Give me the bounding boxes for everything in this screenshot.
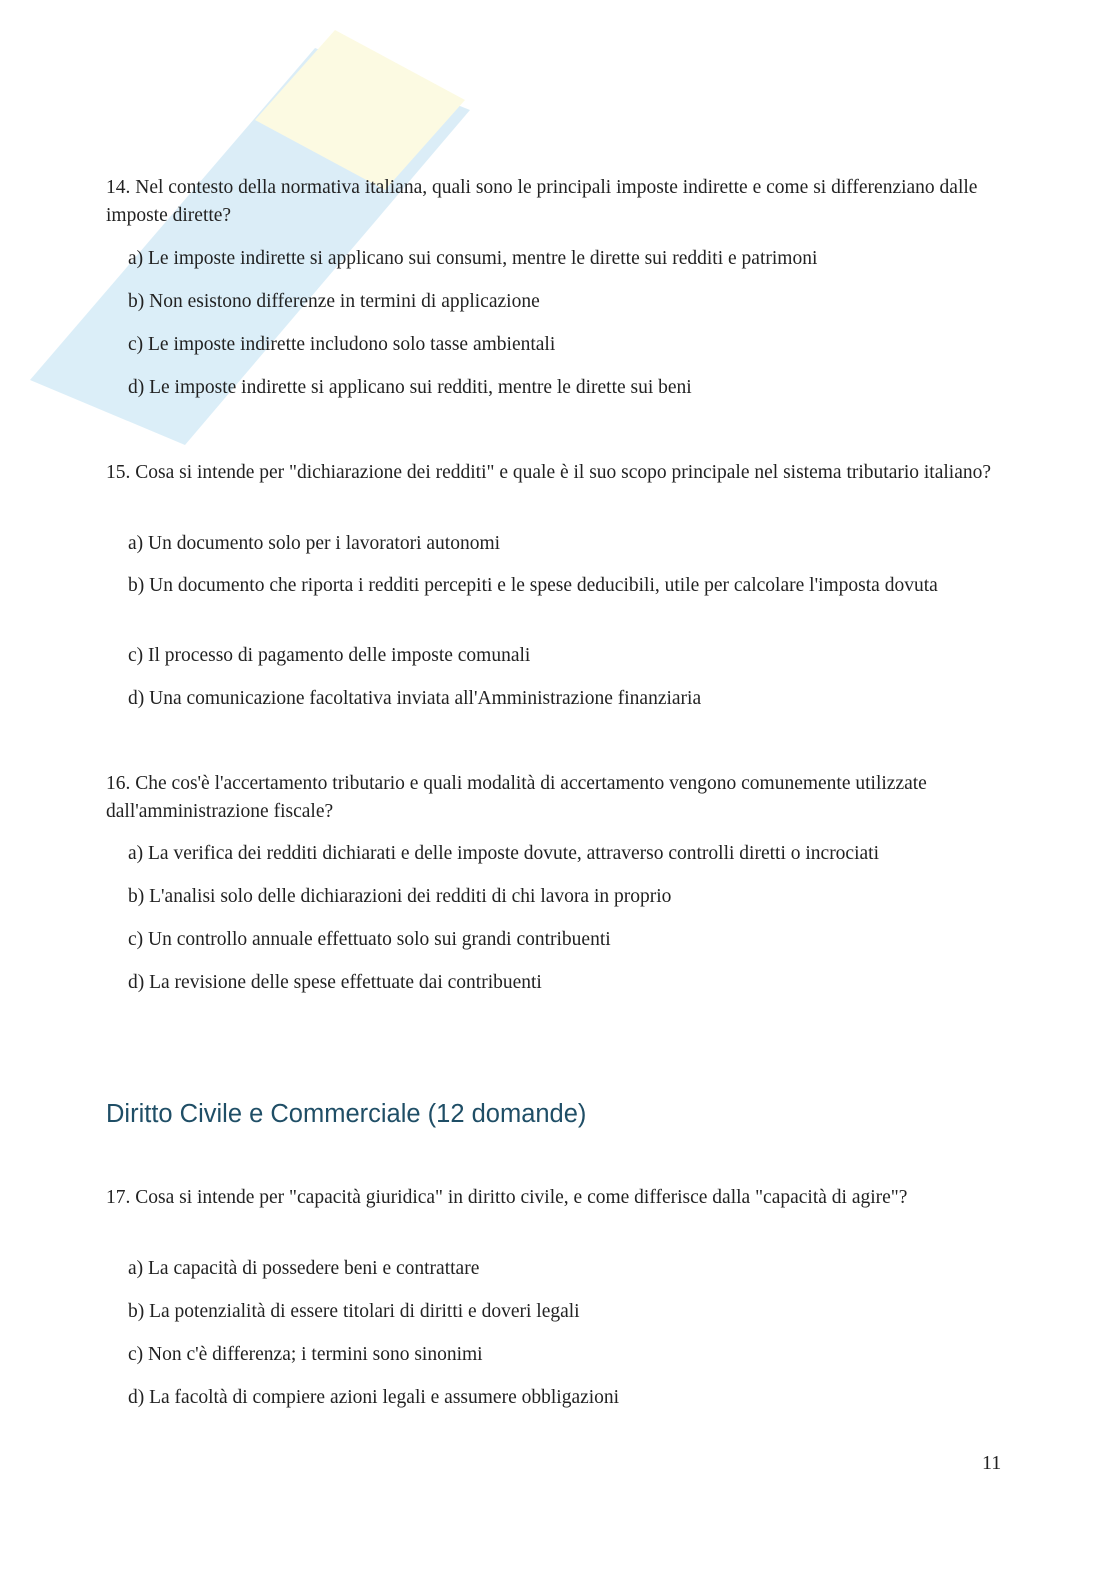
question-14-option-a: a) Le imposte indirette si applicano sui consumi, mentre le dirette sui redditi e patrimoni: [128, 248, 818, 269]
question-16-option-a: a) La verifica dei redditi dichiarati e delle imposte dovute, attraverso controlli diretti o incrociati: [128, 843, 879, 864]
question-14-option-c: c) Le imposte indirette includono solo tasse ambientali: [128, 334, 556, 355]
question-17-option-c: c) Non c'è differenza; i termini sono sinonimi: [128, 1344, 483, 1365]
question-16-option-c: c) Un controllo annuale effettuato solo sui grandi contribuenti: [128, 929, 611, 950]
question-14-option-d: d) Le imposte indirette si applicano sui redditi, mentre le dirette sui beni: [128, 377, 692, 398]
question-17-option-d: d) La facoltà di compiere azioni legali e assumere obbligazioni: [128, 1387, 620, 1408]
question-15-option-d: d) Una comunicazione facoltativa inviata all'Amministrazione finanziaria: [128, 688, 702, 709]
question-17: 17. Cosa si intende per "capacità giuridica" in diritto civile, e come differisce dalla "capacità di agire"?: [106, 1187, 908, 1208]
section-title: Diritto Civile e Commerciale (12 domande): [106, 1100, 587, 1128]
question-16-option-d: d) La revisione delle spese effettuate dai contribuenti: [128, 972, 542, 993]
question-14-option-b: b) Non esistono differenze in termini di applicazione: [128, 291, 540, 312]
question-15: 15. Cosa si intende per "dichiarazione dei redditi" e quale è il suo scopo principale nel sistema tributario italiano?: [106, 462, 992, 483]
question-16-option-b: b) L'analisi solo delle dichiarazioni dei redditi di chi lavora in proprio: [128, 886, 672, 907]
question-15-option-c: c) Il processo di pagamento delle imposte comunali: [128, 645, 531, 666]
question-17-option-b: b) La potenzialità di essere titolari di diritti e doveri legali: [128, 1301, 580, 1322]
question-15-option-a: a) Un documento solo per i lavoratori autonomi: [128, 533, 501, 554]
page-number: 11: [982, 1452, 1002, 1474]
question-15-option-b: b) Un documento che riporta i redditi percepiti e le spese deducibili, utile per calcolare l'imposta dovuta: [128, 575, 938, 596]
question-16: 16. Che cos'è l'accertamento tributario e quali modalità di accertamento vengono comunemente utilizzate dall'amministrazione fiscale?: [106, 773, 927, 822]
question-14: 14. Nel contesto della normativa italiana, quali sono le principali imposte indirette e come si differenziano dalle imposte dirette?: [106, 177, 978, 226]
question-17-option-a: a) La capacità di possedere beni e contrattare: [128, 1258, 480, 1279]
